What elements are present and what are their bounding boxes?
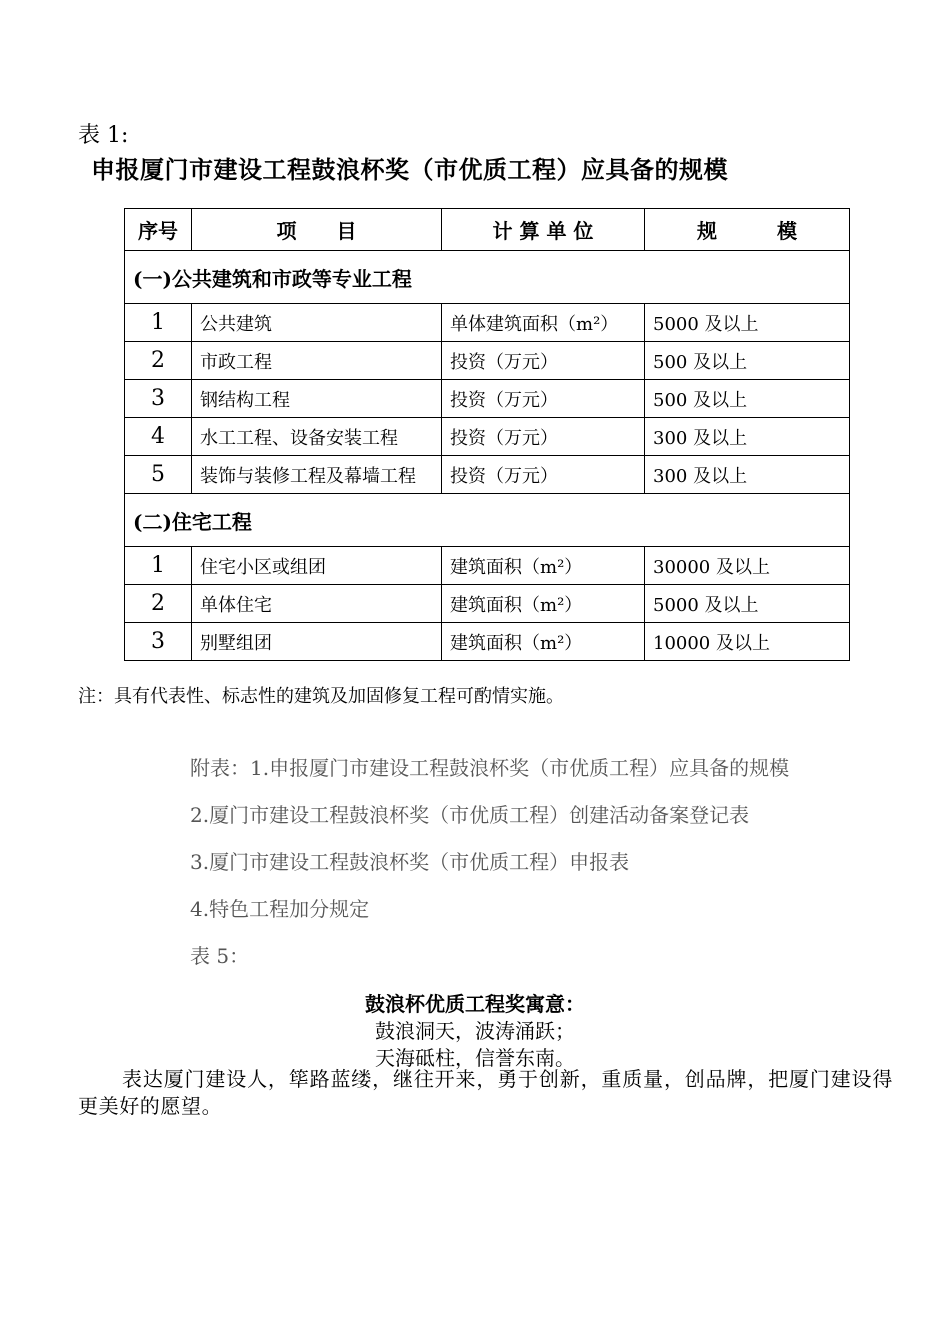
- table-row: [125, 380, 850, 418]
- row-number: 3: [125, 623, 192, 661]
- row-unit: 单体建筑面积（m²）: [442, 304, 645, 342]
- meaning-paragraph: 表达厦门建设人，筚路蓝缕，继往开来，勇于创新，重质量，创品牌，把厦门建设得更美好的愿望。: [78, 1067, 893, 1118]
- row-unit: 投资（万元）: [442, 342, 645, 380]
- header-item: 项 目: [192, 209, 442, 251]
- row-number: 3: [125, 380, 192, 418]
- appendix-item: 附表：1.申报厦门市建设工程鼓浪杯奖（市优质工程）应具备的规模: [190, 756, 790, 780]
- table-row: [125, 585, 850, 623]
- row-number: 4: [125, 418, 192, 456]
- document-title: 申报厦门市建设工程鼓浪杯奖（市优质工程）应具备的规模: [91, 155, 728, 184]
- row-scale: 300 及以上: [645, 456, 850, 494]
- table-row: [125, 304, 850, 342]
- row-unit: 投资（万元）: [442, 418, 645, 456]
- row-scale: 10000 及以上: [645, 623, 850, 661]
- row-scale: 500 及以上: [645, 342, 850, 380]
- row-unit: 建筑面积（m²）: [442, 547, 645, 585]
- table-row: [125, 623, 850, 661]
- scale-table: [124, 208, 850, 661]
- row-item: 单体住宅: [192, 585, 442, 623]
- row-item: 别墅组团: [192, 623, 442, 661]
- row-scale: 500 及以上: [645, 380, 850, 418]
- section-row-public: [125, 251, 850, 304]
- appendix-item: 4.特色工程加分规定: [190, 897, 370, 921]
- table-note: 注：具有代表性、标志性的建筑及加固修复工程可酌情实施。: [78, 686, 564, 707]
- meaning-verse-line: 鼓浪洞天，波涛涌跃；: [375, 1019, 575, 1043]
- row-item: 住宅小区或组团: [192, 547, 442, 585]
- table-row: [125, 342, 850, 380]
- table-label: 表 1:: [78, 123, 129, 148]
- meaning-title: 鼓浪杯优质工程奖寓意：: [365, 992, 585, 1016]
- row-item: 水工工程、设备安装工程: [192, 418, 442, 456]
- row-number: 5: [125, 456, 192, 494]
- header-unit: 计 算 单 位: [442, 209, 645, 251]
- table-row: [125, 456, 850, 494]
- section-title: (一)公共建筑和市政等专业工程: [125, 251, 850, 304]
- row-number: 1: [125, 547, 192, 585]
- header-scale: 规 模: [645, 209, 850, 251]
- row-scale: 5000 及以上: [645, 585, 850, 623]
- row-item: 市政工程: [192, 342, 442, 380]
- row-item: 装饰与装修工程及幕墙工程: [192, 456, 442, 494]
- section-title: (二)住宅工程: [125, 494, 850, 547]
- row-number: 2: [125, 585, 192, 623]
- row-scale: 30000 及以上: [645, 547, 850, 585]
- table-header-row: [125, 209, 850, 251]
- row-item: 钢结构工程: [192, 380, 442, 418]
- row-unit: 投资（万元）: [442, 380, 645, 418]
- row-number: 2: [125, 342, 192, 380]
- table-row: [125, 547, 850, 585]
- appendix-item: 表 5：: [190, 944, 250, 968]
- row-scale: 300 及以上: [645, 418, 850, 456]
- row-unit: 建筑面积（m²）: [442, 585, 645, 623]
- row-unit: 建筑面积（m²）: [442, 623, 645, 661]
- row-item: 公共建筑: [192, 304, 442, 342]
- meaning-verse-line: 天海砥柱，信誉东南。: [375, 1046, 575, 1070]
- row-number: 1: [125, 304, 192, 342]
- appendix-item: 3.厦门市建设工程鼓浪杯奖（市优质工程）申报表: [190, 850, 630, 874]
- table-row: [125, 418, 850, 456]
- section-row-residential: [125, 494, 850, 547]
- appendix-item: 2.厦门市建设工程鼓浪杯奖（市优质工程）创建活动备案登记表: [190, 803, 750, 827]
- header-no: 序号: [125, 209, 192, 251]
- row-unit: 投资（万元）: [442, 456, 645, 494]
- row-scale: 5000 及以上: [645, 304, 850, 342]
